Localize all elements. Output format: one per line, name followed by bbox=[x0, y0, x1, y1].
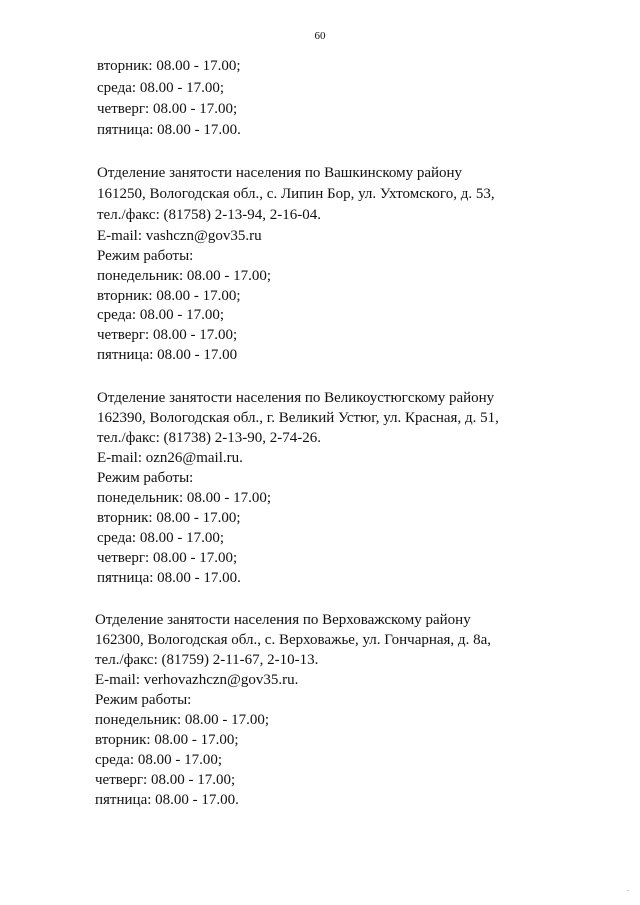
office-phone: тел./факс: (81759) 2-11-67, 2-10-13. bbox=[95, 652, 319, 668]
schedule-line-thursday: четверг: 08.00 - 17.00; bbox=[97, 550, 238, 566]
schedule-line-tuesday: вторник: 08.00 - 17.00; bbox=[97, 510, 241, 526]
schedule-line-wednesday: среда: 08.00 - 17.00; bbox=[97, 80, 224, 96]
office-email: E-mail: vashczn@gov35.ru bbox=[97, 228, 262, 244]
schedule-line-wednesday: среда: 08.00 - 17.00; bbox=[97, 530, 224, 546]
schedule-line-tuesday: вторник: 08.00 - 17.00; bbox=[97, 288, 241, 304]
office-name: Отделение занятости населения по Великоустюгскому району bbox=[97, 390, 495, 406]
office-name: Отделение занятости населения по Вашкинскому району bbox=[97, 165, 463, 181]
schedule-line-thursday: четверг: 08.00 - 17.00; bbox=[95, 772, 236, 788]
office-phone: тел./факс: (81758) 2-13-94, 2-16-04. bbox=[97, 207, 321, 223]
schedule-line-thursday: четверг: 08.00 - 17.00; bbox=[97, 101, 238, 117]
schedule-heading: Режим работы: bbox=[97, 248, 194, 264]
office-address: 162390, Вологодская обл., г. Великий Устюг, ул. Красная, д. 51, bbox=[97, 410, 499, 426]
schedule-heading: Режим работы: bbox=[97, 470, 194, 486]
office-address: 161250, Вологодская обл., с. Липин Бор, ул. Ухтомского, д. 53, bbox=[97, 186, 495, 202]
office-name: Отделение занятости населения по Верховажскому району bbox=[95, 612, 471, 628]
schedule-line-monday: понедельник: 08.00 - 17.00; bbox=[97, 268, 272, 284]
schedule-line-wednesday: среда: 08.00 - 17.00; bbox=[95, 752, 222, 768]
office-email: E-mail: verhovazhczn@gov35.ru. bbox=[95, 672, 299, 688]
office-address: 162300, Вологодская обл., с. Верховажье, ул. Гончарная, д. 8а, bbox=[95, 632, 491, 648]
scan-edge-mark: . bbox=[627, 884, 629, 893]
schedule-heading: Режим работы: bbox=[95, 692, 192, 708]
schedule-line-monday: понедельник: 08.00 - 17.00; bbox=[95, 712, 270, 728]
schedule-line-tuesday: вторник: 08.00 - 17.00; bbox=[95, 732, 239, 748]
schedule-line-friday: пятница: 08.00 - 17.00. bbox=[97, 570, 241, 586]
schedule-line-friday: пятница: 08.00 - 17.00. bbox=[97, 122, 241, 138]
schedule-line-thursday: четверг: 08.00 - 17.00; bbox=[97, 327, 238, 343]
schedule-line-friday: пятница: 08.00 - 17.00. bbox=[95, 792, 239, 808]
office-phone: тел./факс: (81738) 2-13-90, 2-74-26. bbox=[97, 430, 321, 446]
schedule-line-monday: понедельник: 08.00 - 17.00; bbox=[97, 490, 272, 506]
schedule-line-tuesday: вторник: 08.00 - 17.00; bbox=[97, 58, 241, 74]
page-number: 60 bbox=[314, 30, 326, 42]
schedule-line-friday: пятница: 08.00 - 17.00 bbox=[97, 347, 238, 363]
schedule-line-wednesday: среда: 08.00 - 17.00; bbox=[97, 307, 224, 323]
office-email: E-mail: ozn26@mail.ru. bbox=[97, 450, 243, 466]
